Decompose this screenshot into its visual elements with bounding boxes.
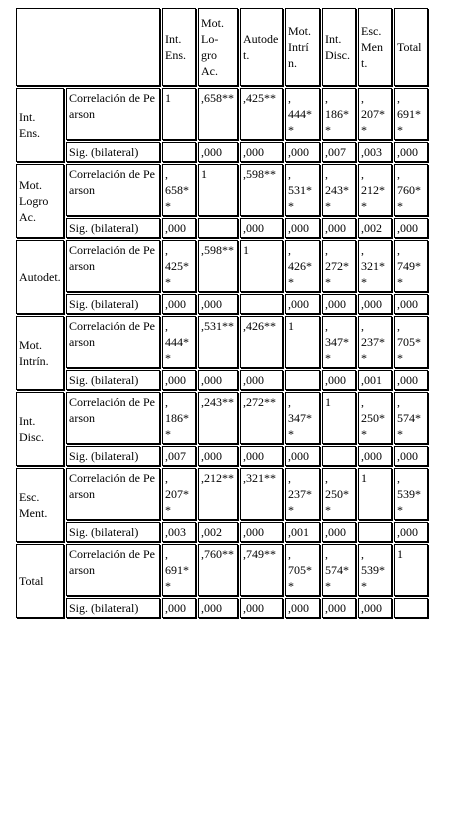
row-variable-label: Int. Disc. bbox=[16, 392, 64, 466]
row-variable-label: Mot. Intrín. bbox=[16, 316, 64, 390]
correlation-value: , 212** bbox=[358, 164, 392, 216]
statistic-label: Sig. (bilateral) bbox=[66, 522, 160, 542]
column-header-label: Int. Ens. bbox=[165, 32, 186, 62]
correlation-value: ,321** bbox=[240, 468, 283, 520]
correlation-value: , 749** bbox=[394, 240, 428, 292]
table-row bbox=[16, 392, 428, 444]
column-header bbox=[322, 8, 356, 86]
correlation-value: , 426** bbox=[285, 240, 320, 292]
correlation-value: , 574** bbox=[394, 392, 428, 444]
correlation-value: ,760** bbox=[198, 544, 238, 596]
statistic-label: Sig. (bilateral) bbox=[66, 142, 160, 162]
correlation-value: ,212** bbox=[198, 468, 238, 520]
row-variable-label: Mot. Logro Ac. bbox=[16, 164, 64, 238]
correlation-value: ,658** bbox=[198, 88, 238, 140]
correlation-value: 1 bbox=[322, 392, 356, 444]
significance-value: ,000 bbox=[285, 294, 320, 314]
correlation-value: , 539** bbox=[394, 468, 428, 520]
table-row bbox=[16, 142, 428, 162]
significance-value: ,000 bbox=[322, 218, 356, 238]
correlation-value: , 658** bbox=[162, 164, 196, 216]
significance-value bbox=[240, 294, 283, 314]
significance-value: ,000 bbox=[162, 294, 196, 314]
correlation-value: 1 bbox=[240, 240, 283, 292]
significance-value: ,000 bbox=[358, 294, 392, 314]
correlation-value: , 444** bbox=[285, 88, 320, 140]
significance-value: ,000 bbox=[240, 522, 283, 542]
significance-value: ,000 bbox=[162, 370, 196, 390]
correlation-value: ,749** bbox=[240, 544, 283, 596]
correlation-value: , 705** bbox=[394, 316, 428, 368]
correlation-value: ,598** bbox=[198, 240, 238, 292]
statistic-label: Correlación de Pearson bbox=[66, 468, 160, 520]
significance-value: ,000 bbox=[322, 522, 356, 542]
table-row bbox=[16, 598, 428, 618]
corner-cell bbox=[16, 8, 160, 86]
column-header-label: Mot. Intrín. bbox=[288, 24, 312, 70]
correlation-value: 1 bbox=[358, 468, 392, 520]
column-header bbox=[240, 8, 283, 86]
correlation-value: , 347** bbox=[285, 392, 320, 444]
statistic-label: Sig. (bilateral) bbox=[66, 370, 160, 390]
statistic-label: Sig. (bilateral) bbox=[66, 446, 160, 466]
table-row bbox=[16, 370, 428, 390]
correlation-value: , 760** bbox=[394, 164, 428, 216]
correlation-value: , 237** bbox=[285, 468, 320, 520]
correlation-value: , 237** bbox=[358, 316, 392, 368]
significance-value bbox=[162, 142, 196, 162]
statistic-label: Correlación de Pearson bbox=[66, 544, 160, 596]
significance-value: ,000 bbox=[285, 142, 320, 162]
table-row bbox=[16, 544, 428, 596]
significance-value: ,000 bbox=[394, 522, 428, 542]
significance-value: ,007 bbox=[322, 142, 356, 162]
significance-value: ,000 bbox=[162, 598, 196, 618]
column-header bbox=[285, 8, 320, 86]
significance-value: ,002 bbox=[198, 522, 238, 542]
table-row bbox=[16, 468, 428, 520]
correlation-value: ,531** bbox=[198, 316, 238, 368]
significance-value: ,000 bbox=[394, 370, 428, 390]
significance-value: ,002 bbox=[358, 218, 392, 238]
significance-value: ,000 bbox=[358, 446, 392, 466]
statistic-label: Sig. (bilateral) bbox=[66, 294, 160, 314]
correlation-value: , 425** bbox=[162, 240, 196, 292]
significance-value: ,003 bbox=[162, 522, 196, 542]
header-row bbox=[16, 8, 428, 86]
significance-value: ,000 bbox=[240, 370, 283, 390]
correlation-value: , 243** bbox=[322, 164, 356, 216]
significance-value: ,000 bbox=[285, 598, 320, 618]
significance-value: ,001 bbox=[285, 522, 320, 542]
correlation-value: , 347** bbox=[322, 316, 356, 368]
column-header-label: Mot. Lo- gro Ac. bbox=[201, 16, 225, 78]
significance-value: ,000 bbox=[394, 218, 428, 238]
significance-value bbox=[358, 522, 392, 542]
column-header-label: Autodet. bbox=[243, 32, 279, 62]
significance-value: ,000 bbox=[198, 598, 238, 618]
correlation-value: , 207** bbox=[358, 88, 392, 140]
column-header bbox=[394, 8, 428, 86]
correlation-value: , 574** bbox=[322, 544, 356, 596]
significance-value: ,000 bbox=[322, 598, 356, 618]
significance-value: ,000 bbox=[240, 598, 283, 618]
significance-value: ,000 bbox=[240, 218, 283, 238]
correlation-value: , 531** bbox=[285, 164, 320, 216]
correlation-value: , 186** bbox=[322, 88, 356, 140]
correlation-value: ,425** bbox=[240, 88, 283, 140]
significance-value: ,003 bbox=[358, 142, 392, 162]
significance-value: ,000 bbox=[240, 446, 283, 466]
row-variable-label: Autodet. bbox=[16, 240, 64, 314]
table-row bbox=[16, 316, 428, 368]
correlation-value: , 691** bbox=[394, 88, 428, 140]
correlation-value: ,598** bbox=[240, 164, 283, 216]
table-row bbox=[16, 294, 428, 314]
table-row bbox=[16, 446, 428, 466]
correlation-value: ,272** bbox=[240, 392, 283, 444]
correlation-table bbox=[14, 6, 430, 620]
correlation-value: 1 bbox=[394, 544, 428, 596]
column-header-label: Int. Disc. bbox=[325, 32, 350, 62]
correlation-value: , 250** bbox=[322, 468, 356, 520]
correlation-value: , 539** bbox=[358, 544, 392, 596]
column-header bbox=[198, 8, 238, 86]
statistic-label: Correlación de Pearson bbox=[66, 392, 160, 444]
significance-value: ,000 bbox=[285, 218, 320, 238]
statistic-label: Correlación de Pearson bbox=[66, 88, 160, 140]
significance-value: ,000 bbox=[198, 142, 238, 162]
table-row bbox=[16, 88, 428, 140]
significance-value: ,000 bbox=[322, 294, 356, 314]
correlation-value: , 207** bbox=[162, 468, 196, 520]
correlation-value: 1 bbox=[198, 164, 238, 216]
correlation-value: , 250** bbox=[358, 392, 392, 444]
statistic-label: Correlación de Pearson bbox=[66, 240, 160, 292]
column-header bbox=[162, 8, 196, 86]
correlation-value: 1 bbox=[285, 316, 320, 368]
statistic-label: Sig. (bilateral) bbox=[66, 598, 160, 618]
significance-value bbox=[285, 370, 320, 390]
significance-value: ,000 bbox=[198, 446, 238, 466]
column-header-label: Esc. Ment. bbox=[361, 24, 383, 70]
correlation-value: ,243** bbox=[198, 392, 238, 444]
significance-value: ,000 bbox=[394, 294, 428, 314]
correlation-value: , 444** bbox=[162, 316, 196, 368]
significance-value: ,007 bbox=[162, 446, 196, 466]
significance-value: ,000 bbox=[162, 218, 196, 238]
row-variable-label: Total bbox=[16, 544, 64, 618]
significance-value: ,001 bbox=[358, 370, 392, 390]
significance-value: ,000 bbox=[394, 142, 428, 162]
statistic-label: Sig. (bilateral) bbox=[66, 218, 160, 238]
significance-value: ,000 bbox=[198, 370, 238, 390]
column-header bbox=[358, 8, 392, 86]
correlation-value: , 705** bbox=[285, 544, 320, 596]
correlation-value: ,426** bbox=[240, 316, 283, 368]
statistic-label: Correlación de Pearson bbox=[66, 164, 160, 216]
correlation-value: , 272** bbox=[322, 240, 356, 292]
correlation-value: 1 bbox=[162, 88, 196, 140]
statistic-label: Correlación de Pearson bbox=[66, 316, 160, 368]
table-body bbox=[16, 88, 428, 618]
row-variable-label: Esc. Ment. bbox=[16, 468, 64, 542]
significance-value: ,000 bbox=[322, 370, 356, 390]
row-variable-label: Int. Ens. bbox=[16, 88, 64, 162]
significance-value: ,000 bbox=[285, 446, 320, 466]
table-row bbox=[16, 240, 428, 292]
significance-value bbox=[322, 446, 356, 466]
significance-value: ,000 bbox=[240, 142, 283, 162]
significance-value: ,000 bbox=[198, 294, 238, 314]
significance-value: ,000 bbox=[394, 446, 428, 466]
column-header-label: Total bbox=[397, 40, 422, 54]
table-row bbox=[16, 164, 428, 216]
table-row bbox=[16, 522, 428, 542]
correlation-value: , 186** bbox=[162, 392, 196, 444]
significance-value bbox=[394, 598, 428, 618]
correlation-value: , 691** bbox=[162, 544, 196, 596]
significance-value bbox=[198, 218, 238, 238]
significance-value: ,000 bbox=[358, 598, 392, 618]
correlation-value: , 321** bbox=[358, 240, 392, 292]
table-row bbox=[16, 218, 428, 238]
